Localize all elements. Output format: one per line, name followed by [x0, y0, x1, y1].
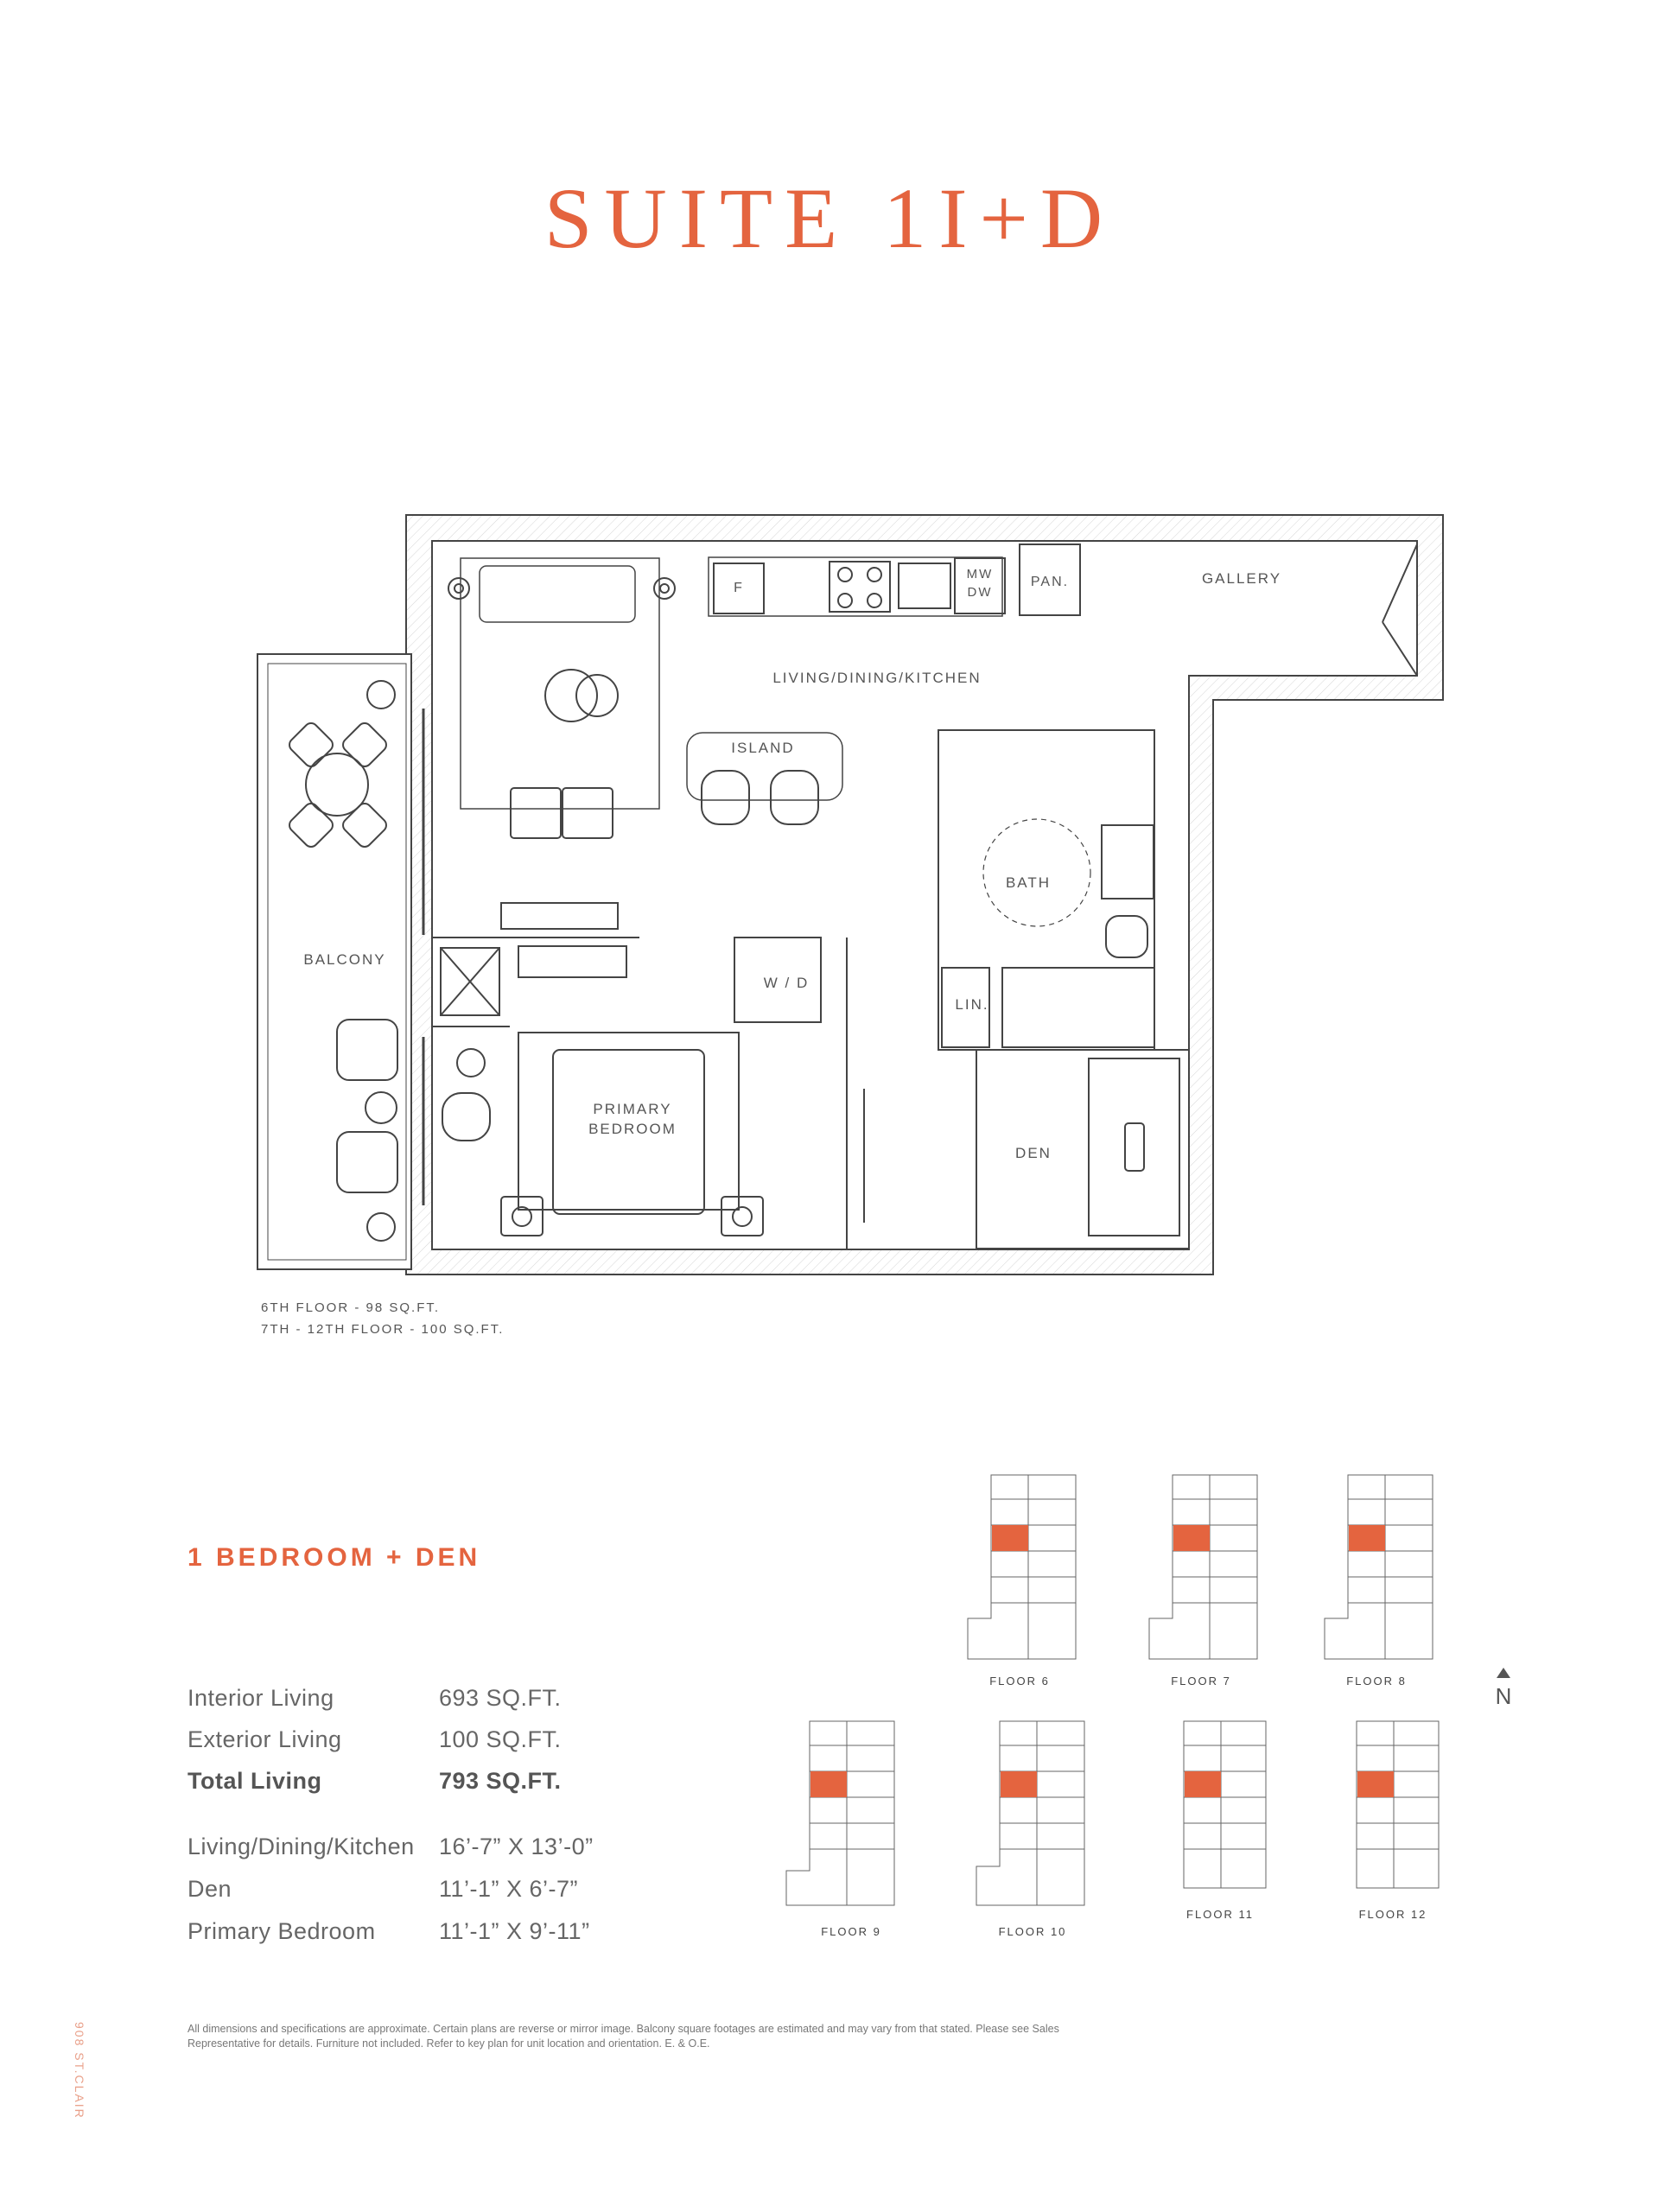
dimension-value: 16’-7” X 13’-0” — [439, 1834, 594, 1859]
room-label-primary-1: PRIMARY — [593, 1101, 672, 1117]
label-dw: DW — [967, 585, 993, 600]
key-plan-label: FLOOR 6 — [989, 1675, 1050, 1688]
dimension-label: Living/Dining/Kitchen — [188, 1834, 415, 1859]
area-label: Interior Living — [188, 1685, 334, 1711]
north-arrow-icon — [1497, 1668, 1510, 1678]
north-indicator — [1491, 1668, 1516, 1710]
room-label-primary-2: BEDROOM — [588, 1121, 677, 1137]
key-plan-label: FLOOR 11 — [1186, 1908, 1254, 1921]
total-area-value: 793 SQ.FT. — [439, 1768, 562, 1794]
dimension-label: Den — [188, 1876, 232, 1902]
disclaimer: All dimensions and specifications are approximate. Certain plans are reverse or mirror image. Balcony square footages are estimated and may vary from that stated. Please see Sales Representative for details. Furniture not included. Refer to key plan for unit location and orientation. E. & O.E. — [188, 2023, 1059, 2050]
key-plan-floor-10 — [972, 1719, 1089, 1910]
label-fridge: F — [734, 581, 744, 595]
balcony-area-6th: 6TH FLOOR - 98 SQ.FT. — [261, 1300, 441, 1315]
room-label-bath: BATH — [1005, 874, 1052, 891]
room-label-wd: W / D — [763, 975, 810, 991]
balcony-area-7-12: 7TH - 12TH FLOOR - 100 SQ.FT. — [261, 1322, 505, 1337]
suite-title: SUITE 1I+D — [543, 170, 1116, 266]
dimension-value: 11’-1” X 9’-11” — [439, 1918, 590, 1944]
key-plan-floor-9 — [782, 1719, 899, 1910]
area-label: Exterior Living — [188, 1726, 342, 1752]
suite-type: 1 BEDROOM + DEN — [188, 1543, 481, 1572]
area-value: 100 SQ.FT. — [439, 1726, 562, 1752]
room-label-living: LIVING/DINING/KITCHEN — [772, 670, 982, 686]
room-label-gallery: GALLERY — [1201, 570, 1282, 587]
key-plan-label: FLOOR 7 — [1171, 1675, 1231, 1688]
label-mw: MW — [966, 567, 994, 582]
key-plan-floor-6 — [963, 1473, 1080, 1663]
key-plan-floor-8 — [1320, 1473, 1437, 1663]
room-label-island: ISLAND — [731, 740, 795, 756]
room-label-den: DEN — [1015, 1145, 1052, 1161]
key-plan-floor-7 — [1145, 1473, 1262, 1663]
room-label-lin: LIN. — [955, 996, 989, 1013]
key-plan-floor-11 — [1171, 1719, 1270, 1892]
key-plan-label: FLOOR 9 — [821, 1925, 881, 1938]
area-value: 693 SQ.FT. — [439, 1685, 562, 1711]
room-label-balcony: BALCONY — [303, 951, 386, 968]
dimension-label: Primary Bedroom — [188, 1918, 376, 1944]
key-plan-label: FLOOR 8 — [1346, 1675, 1407, 1688]
label-pantry: PAN. — [1030, 575, 1070, 589]
side-brand-mark: 908 ST.CLAIR — [73, 2022, 86, 2120]
key-plan-label: FLOOR 10 — [998, 1925, 1067, 1938]
key-plan-floor-12 — [1344, 1719, 1443, 1892]
key-plan-label: FLOOR 12 — [1358, 1908, 1427, 1921]
total-area-label: Total Living — [188, 1768, 322, 1794]
north-label: N — [1495, 1683, 1512, 1709]
dimension-value: 11’-1” X 6’-7” — [439, 1876, 579, 1902]
interior-floor — [432, 541, 1417, 1249]
